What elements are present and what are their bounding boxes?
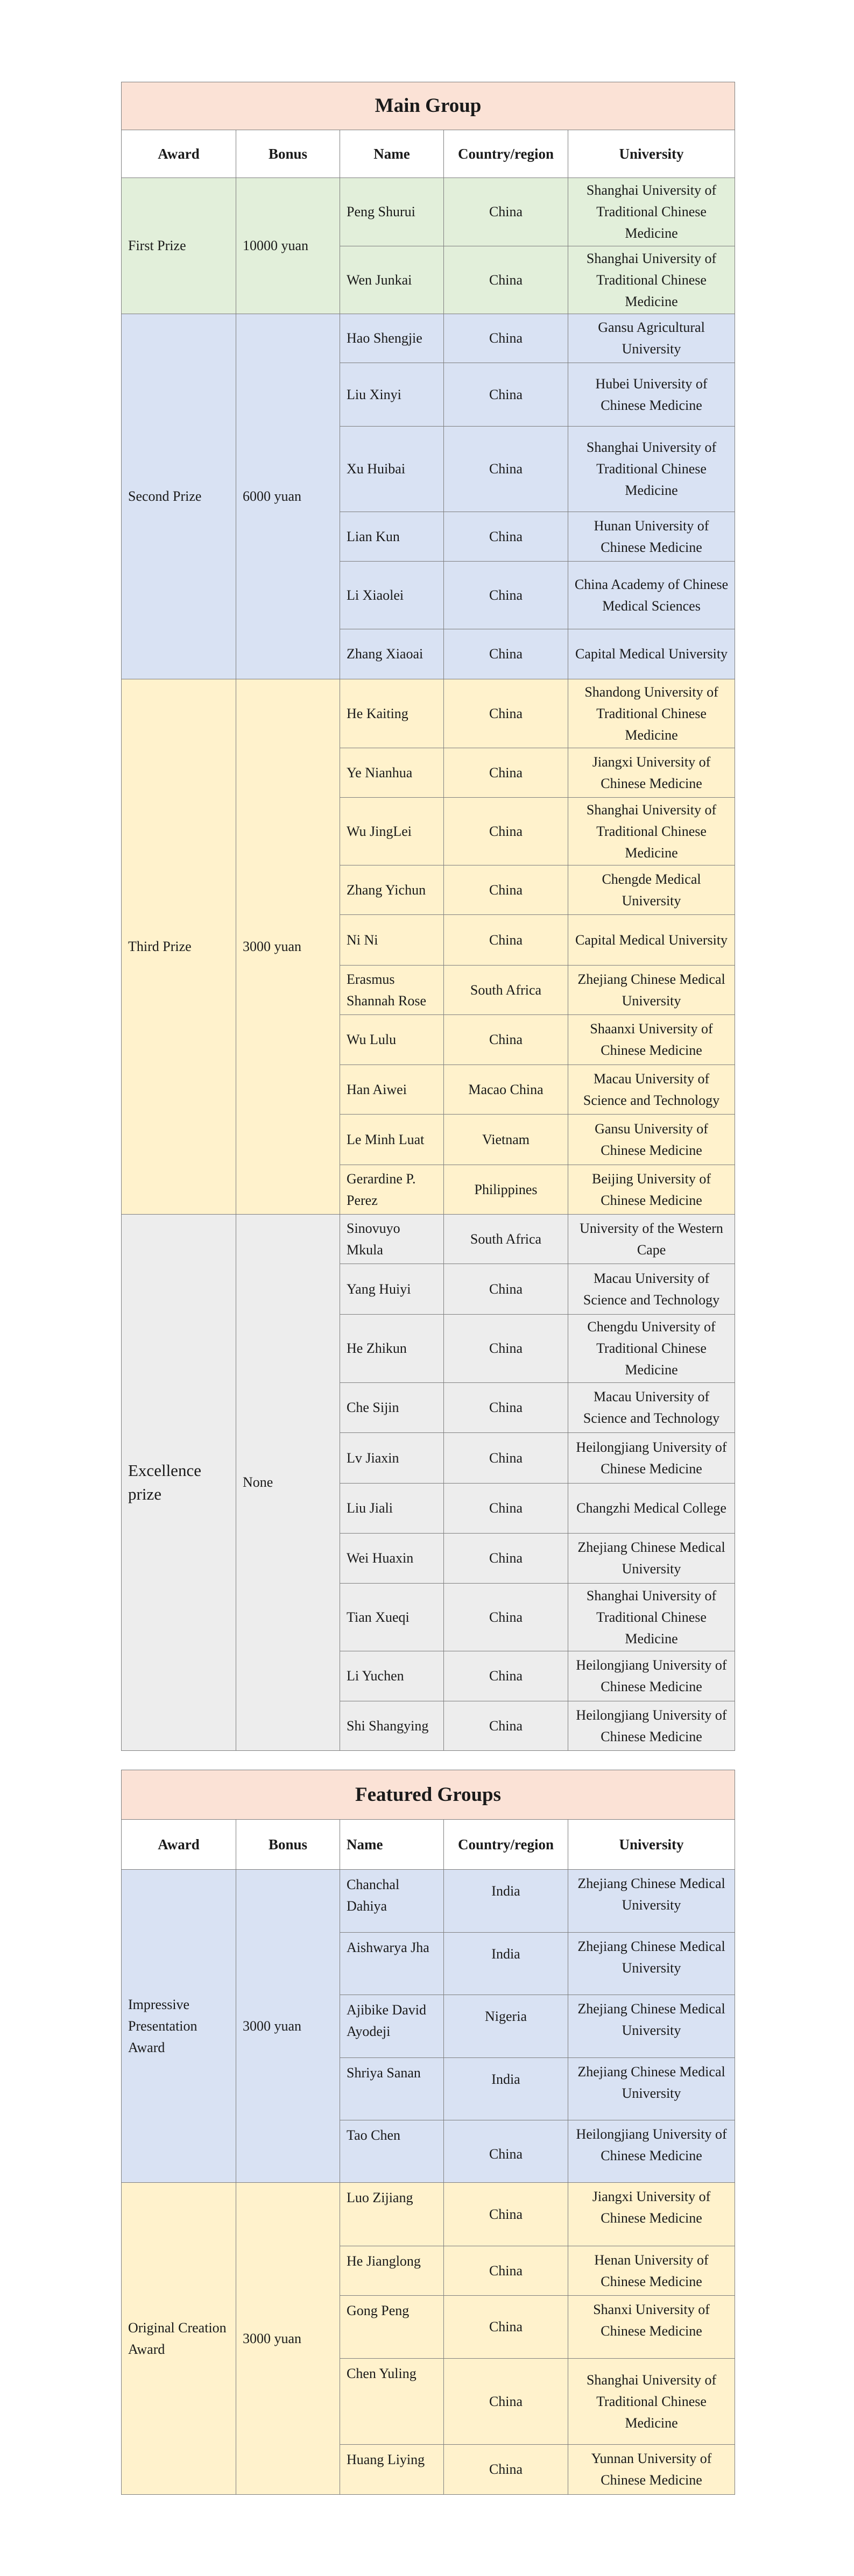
name-cell: Luo Zijiang bbox=[340, 2183, 444, 2246]
university-cell: Heilongjiang University of Chinese Medicine bbox=[568, 1433, 735, 1484]
name-cell: Aishwarya Jha bbox=[340, 1933, 444, 1995]
university-cell: Heilongjiang University of Chinese Medicine bbox=[568, 2120, 735, 2183]
country-cell: South Africa bbox=[444, 966, 568, 1015]
name-cell: Gong Peng bbox=[340, 2296, 444, 2359]
name-cell: Hao Shengjie bbox=[340, 314, 444, 363]
table-row bbox=[122, 1870, 735, 1933]
university-cell: Beijing University of Chinese Medicine bbox=[568, 1165, 735, 1215]
university-cell: Zhejiang Chinese Medical University bbox=[568, 1870, 735, 1933]
country-cell: India bbox=[444, 1870, 568, 1933]
country-cell: China bbox=[444, 1651, 568, 1701]
main-group-table bbox=[121, 82, 735, 1751]
header-university: University bbox=[568, 130, 735, 178]
name-cell: Tao Chen bbox=[340, 2120, 444, 2183]
country-cell: China bbox=[444, 314, 568, 363]
university-cell: Macau University of Science and Technology bbox=[568, 1383, 735, 1433]
country-cell: China bbox=[444, 363, 568, 427]
name-cell: Tian Xueqi bbox=[340, 1584, 444, 1651]
name-cell: Che Sijin bbox=[340, 1383, 444, 1433]
university-cell: Gansu University of Chinese Medicine bbox=[568, 1115, 735, 1165]
name-cell: Ye Nianhua bbox=[340, 748, 444, 798]
country-cell: China bbox=[444, 246, 568, 314]
university-cell: Hunan University of Chinese Medicine bbox=[568, 512, 735, 562]
country-cell: China bbox=[444, 748, 568, 798]
header-bonus: Bonus bbox=[236, 130, 340, 178]
header-bonus: Bonus bbox=[236, 1820, 340, 1870]
country-cell: China bbox=[444, 2359, 568, 2445]
name-cell: Ajibike David Ayodeji bbox=[340, 1995, 444, 2058]
header-university: University bbox=[568, 1820, 735, 1870]
university-cell: Shanghai University of Traditional Chinese Medicine bbox=[568, 178, 735, 246]
name-cell: Ni Ni bbox=[340, 915, 444, 966]
university-cell: Zhejiang Chinese Medical University bbox=[568, 1534, 735, 1584]
table-row bbox=[122, 2183, 735, 2246]
country-cell: India bbox=[444, 2058, 568, 2120]
header-name: Name bbox=[340, 130, 444, 178]
award-cell: Second Prize bbox=[122, 314, 236, 679]
header-award: Award bbox=[122, 130, 236, 178]
name-cell: Lv Jiaxin bbox=[340, 1433, 444, 1484]
table-row bbox=[122, 1215, 735, 1264]
name-cell: Wu JingLei bbox=[340, 798, 444, 865]
university-cell: Henan University of Chinese Medicine bbox=[568, 2246, 735, 2296]
name-cell: Han Aiwei bbox=[340, 1065, 444, 1115]
university-cell: Heilongjiang University of Chinese Medicine bbox=[568, 1701, 735, 1751]
university-cell: Shanghai University of Traditional Chinese Medicine bbox=[568, 246, 735, 314]
university-cell: Jiangxi University of Chinese Medicine bbox=[568, 2183, 735, 2246]
award-cell: Third Prize bbox=[122, 679, 236, 1215]
country-cell: China bbox=[444, 1315, 568, 1383]
table-row bbox=[122, 679, 735, 748]
country-cell: China bbox=[444, 1484, 568, 1534]
header-name: Name bbox=[340, 1820, 444, 1870]
university-cell: Shanghai University of Traditional Chinese Medicine bbox=[568, 798, 735, 865]
country-cell: China bbox=[444, 2296, 568, 2359]
university-cell: Chengde Medical University bbox=[568, 865, 735, 915]
country-cell: China bbox=[444, 1701, 568, 1751]
name-cell: Shriya Sanan bbox=[340, 2058, 444, 2120]
award-cell: Original Creation Award bbox=[122, 2183, 236, 2495]
country-cell: China bbox=[444, 1383, 568, 1433]
university-cell: Shandong University of Traditional Chinese Medicine bbox=[568, 679, 735, 748]
bonus-cell: 3000 yuan bbox=[236, 679, 340, 1215]
header-country: Country/region bbox=[444, 130, 568, 178]
country-cell: Macao China bbox=[444, 1065, 568, 1115]
bonus-cell: 3000 yuan bbox=[236, 1870, 340, 2183]
featured-groups-table bbox=[121, 1770, 735, 2495]
bonus-cell: 3000 yuan bbox=[236, 2183, 340, 2495]
name-cell: Lian Kun bbox=[340, 512, 444, 562]
table-row bbox=[122, 178, 735, 246]
university-cell: Macau University of Science and Technology bbox=[568, 1065, 735, 1115]
name-cell: Yang Huiyi bbox=[340, 1264, 444, 1315]
name-cell: He Kaiting bbox=[340, 679, 444, 748]
name-cell: Liu Jiali bbox=[340, 1484, 444, 1534]
name-cell: Li Yuchen bbox=[340, 1651, 444, 1701]
university-cell: Shanghai University of Traditional Chinese Medicine bbox=[568, 1584, 735, 1651]
university-cell: Shanghai University of Traditional Chinese Medicine bbox=[568, 427, 735, 512]
university-cell: Hubei University of Chinese Medicine bbox=[568, 363, 735, 427]
university-cell: Chengdu University of Traditional Chinese Medicine bbox=[568, 1315, 735, 1383]
country-cell: China bbox=[444, 1015, 568, 1065]
country-cell: China bbox=[444, 1433, 568, 1484]
country-cell: China bbox=[444, 562, 568, 629]
university-cell: University of the Western Cape bbox=[568, 1215, 735, 1264]
country-cell: China bbox=[444, 629, 568, 679]
name-cell: Li Xiaolei bbox=[340, 562, 444, 629]
country-cell: Vietnam bbox=[444, 1115, 568, 1165]
name-cell: Peng Shurui bbox=[340, 178, 444, 246]
name-cell: He Zhikun bbox=[340, 1315, 444, 1383]
university-cell: Zhejiang Chinese Medical University bbox=[568, 966, 735, 1015]
country-cell: China bbox=[444, 512, 568, 562]
country-cell: China bbox=[444, 865, 568, 915]
bonus-cell: 10000 yuan bbox=[236, 178, 340, 314]
country-cell: South Africa bbox=[444, 1215, 568, 1264]
country-cell: China bbox=[444, 915, 568, 966]
university-cell: Macau University of Science and Technology bbox=[568, 1264, 735, 1315]
country-cell: China bbox=[444, 427, 568, 512]
name-cell: Zhang Yichun bbox=[340, 865, 444, 915]
country-cell: China bbox=[444, 2445, 568, 2495]
country-cell: China bbox=[444, 2246, 568, 2296]
university-cell: Gansu Agricultural University bbox=[568, 314, 735, 363]
country-cell: China bbox=[444, 178, 568, 246]
country-cell: Philippines bbox=[444, 1165, 568, 1215]
award-cell: Impressive Presentation Award bbox=[122, 1870, 236, 2183]
university-cell: Heilongjiang University of Chinese Medicine bbox=[568, 1651, 735, 1701]
header-country: Country/region bbox=[444, 1820, 568, 1870]
country-cell: China bbox=[444, 2183, 568, 2246]
country-cell: India bbox=[444, 1933, 568, 1995]
bonus-cell: None bbox=[236, 1215, 340, 1751]
university-cell: Capital Medical University bbox=[568, 915, 735, 966]
header-award: Award bbox=[122, 1820, 236, 1870]
country-cell: China bbox=[444, 2120, 568, 2183]
university-cell: China Academy of Chinese Medical Sciences bbox=[568, 562, 735, 629]
name-cell: Le Minh Luat bbox=[340, 1115, 444, 1165]
country-cell: China bbox=[444, 1264, 568, 1315]
name-cell: Huang Liying bbox=[340, 2445, 444, 2495]
country-cell: Nigeria bbox=[444, 1995, 568, 2058]
main-group-title: Main Group bbox=[122, 82, 735, 130]
award-cell: Excellence prize bbox=[122, 1215, 236, 1751]
country-cell: China bbox=[444, 798, 568, 865]
featured-groups-title: Featured Groups bbox=[122, 1770, 735, 1820]
table-row bbox=[122, 314, 735, 363]
name-cell: Gerardine P. Perez bbox=[340, 1165, 444, 1215]
name-cell: Chanchal Dahiya bbox=[340, 1870, 444, 1933]
university-cell: Zhejiang Chinese Medical University bbox=[568, 1995, 735, 2058]
country-cell: China bbox=[444, 1584, 568, 1651]
name-cell: Chen Yuling bbox=[340, 2359, 444, 2445]
university-cell: Yunnan University of Chinese Medicine bbox=[568, 2445, 735, 2495]
university-cell: Changzhi Medical College bbox=[568, 1484, 735, 1534]
name-cell: Xu Huibai bbox=[340, 427, 444, 512]
name-cell: Wen Junkai bbox=[340, 246, 444, 314]
university-cell: Zhejiang Chinese Medical University bbox=[568, 1933, 735, 1995]
university-cell: Capital Medical University bbox=[568, 629, 735, 679]
name-cell: Wei Huaxin bbox=[340, 1534, 444, 1584]
name-cell: Zhang Xiaoai bbox=[340, 629, 444, 679]
name-cell: Sinovuyo Mkula bbox=[340, 1215, 444, 1264]
university-cell: Shanghai University of Traditional Chinese Medicine bbox=[568, 2359, 735, 2445]
name-cell: Wu Lulu bbox=[340, 1015, 444, 1065]
name-cell: Shi Shangying bbox=[340, 1701, 444, 1751]
name-cell: He Jianglong bbox=[340, 2246, 444, 2296]
bonus-cell: 6000 yuan bbox=[236, 314, 340, 679]
university-cell: Jiangxi University of Chinese Medicine bbox=[568, 748, 735, 798]
award-cell: First Prize bbox=[122, 178, 236, 314]
university-cell: Zhejiang Chinese Medical University bbox=[568, 2058, 735, 2120]
country-cell: China bbox=[444, 679, 568, 748]
university-cell: Shanxi University of Chinese Medicine bbox=[568, 2296, 735, 2359]
university-cell: Shaanxi University of Chinese Medicine bbox=[568, 1015, 735, 1065]
name-cell: Erasmus Shannah Rose bbox=[340, 966, 444, 1015]
country-cell: China bbox=[444, 1534, 568, 1584]
name-cell: Liu Xinyi bbox=[340, 363, 444, 427]
